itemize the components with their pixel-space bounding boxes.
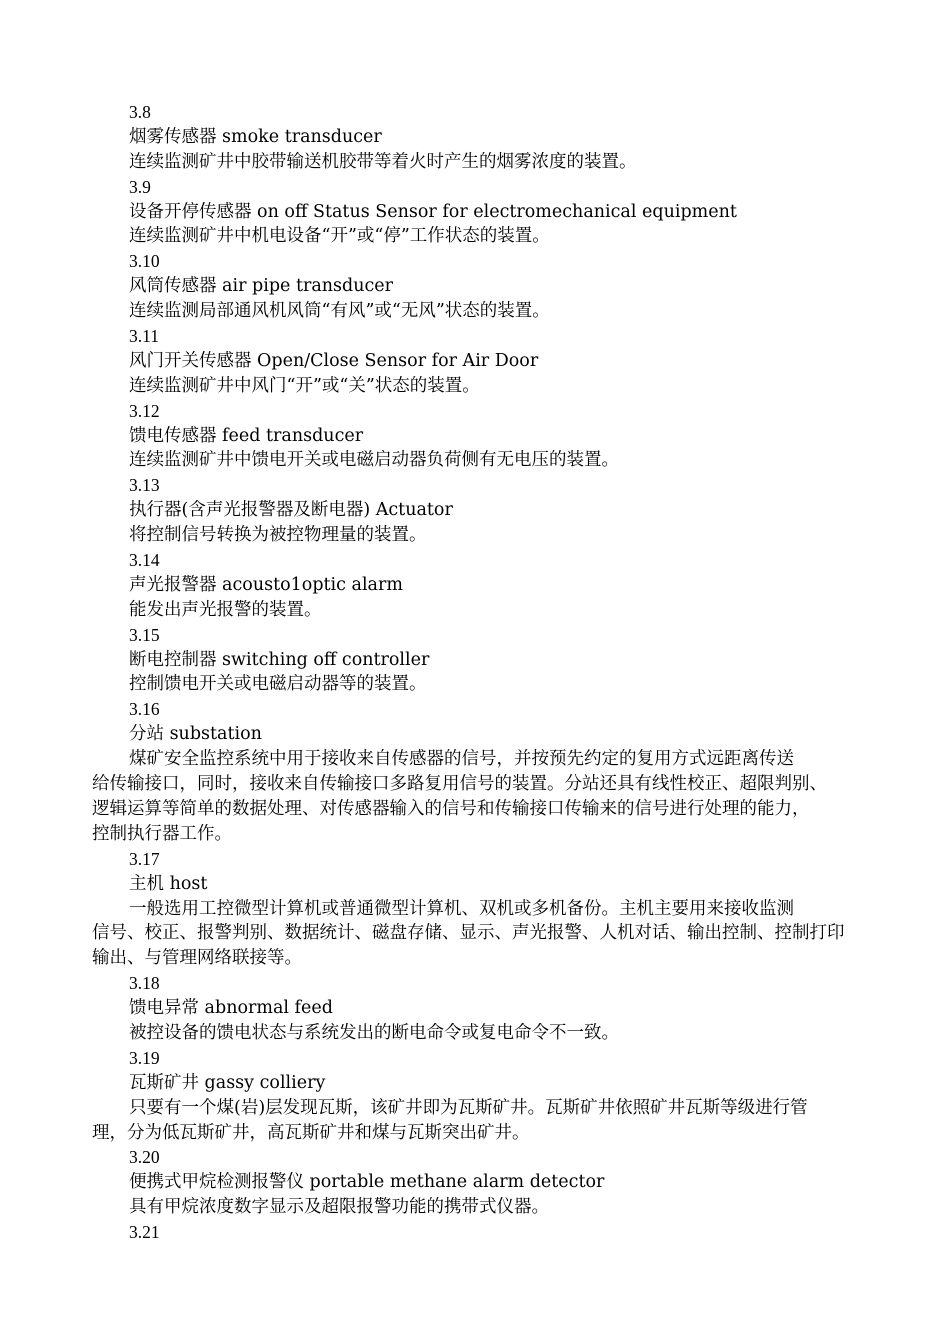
section-number: 3.13: [129, 475, 160, 496]
term-heading: 馈电传感器 feed transducer: [129, 425, 364, 446]
section-number: 3.16: [129, 699, 160, 720]
section-number: 3.11: [129, 326, 159, 347]
section-number: 3.17: [129, 848, 160, 869]
paragraph-line: 理，分为低瓦斯矿井，高瓦斯矿井和煤与瓦斯突出矿井。: [92, 1122, 530, 1143]
paragraph-line: 一般选用工控微型计算机或普通微型计算机、双机或多机备份。主机主要用来接收监测: [129, 898, 794, 919]
term-heading: 便携式甲烷检测报警仪 portable methane alarm detector: [129, 1172, 605, 1193]
term-heading: 分站 substation: [129, 724, 262, 745]
paragraph-line: 逻辑运算等简单的数据处理、对传感器输入的信号和传输接口传输来的信号进行处理的能力，: [92, 798, 810, 819]
section-number: 3.15: [129, 624, 160, 645]
definition-text: 能发出声光报警的装置。: [129, 599, 322, 620]
term-heading: 风门开关传感器 Open/Close Sensor for Air Door: [129, 350, 539, 371]
term-heading: 风筒传感器 air pipe transducer: [129, 276, 394, 297]
definition-text: 具有甲烷浓度数字显示及超限报警功能的携带式仪器。: [129, 1197, 549, 1218]
section-number: 3.10: [129, 251, 160, 272]
definition-paragraph: [92, 747, 870, 847]
definition-paragraph: [92, 897, 870, 972]
definition-text: 控制馈电开关或电磁启动器等的装置。: [129, 674, 427, 695]
definition-text: 连续监测矿井中胶带输送机胶带等着火时产生的烟雾浓度的装置。: [129, 151, 637, 172]
term-heading: 烟雾传感器 smoke transducer: [129, 126, 382, 147]
definition-text: 连续监测矿井中风门“开”或“关”状态的装置。: [129, 375, 480, 396]
definition-text: 将控制信号转换为被控物理量的装置。: [129, 525, 427, 546]
section-number: 3.19: [129, 1047, 160, 1068]
section-number: 3.9: [129, 176, 151, 197]
section-number: 3.14: [129, 550, 160, 571]
term-heading: 断电控制器 switching off controller: [129, 649, 430, 670]
definition-text: 被控设备的馈电状态与系统发出的断电命令或复电命令不一致。: [129, 1022, 619, 1043]
definition-paragraph: [92, 1096, 870, 1146]
section-number: 3.12: [129, 400, 160, 421]
definition-text: 连续监测局部通风机风筒“有风”或“无风”状态的装置。: [129, 301, 550, 322]
term-heading: 执行器(含声光报警器及断电器) Actuator: [129, 500, 453, 521]
term-heading: 设备开停传感器 on off Status Sensor for electromechanical equipment: [129, 201, 737, 222]
paragraph-line: 只要有一个煤(岩)层发现瓦斯，该矿井即为瓦斯矿井。瓦斯矿井依照矿井瓦斯等级进行管: [129, 1097, 808, 1118]
definition-text: 连续监测矿井中机电设备“开”或“停”工作状态的装置。: [129, 226, 550, 247]
section-number: 3.20: [129, 1147, 160, 1168]
term-heading: 主机 host: [129, 873, 208, 894]
paragraph-line: 煤矿安全监控系统中用于接收来自传感器的信号，并按预先约定的复用方式远距离传送: [129, 749, 794, 770]
section-number: 3.21: [129, 1222, 160, 1243]
paragraph-line: 输出、与管理网络联接等。: [92, 948, 302, 969]
section-number: 3.18: [129, 973, 160, 994]
term-heading: 瓦斯矿井 gassy colliery: [129, 1072, 326, 1093]
document-body: [92, 100, 870, 1245]
term-heading: 声光报警器 acousto1optic alarm: [129, 574, 403, 595]
paragraph-line: 控制执行器工作。: [92, 823, 232, 844]
section-number: 3.8: [129, 102, 151, 122]
term-heading: 馈电异常 abnormal feed: [129, 998, 333, 1019]
paragraph-line: 给传输接口，同时，接收来自传输接口多路复用信号的装置。分站还具有线性校正、超限判别、: [92, 774, 827, 795]
definition-text: 连续监测矿井中馈电开关或电磁启动器负荷侧有无电压的装置。: [129, 450, 619, 471]
paragraph-line: 信号、校正、报警判别、数据统计、磁盘存储、显示、声光报警、人机对话、输出控制、控制打印: [92, 923, 845, 944]
